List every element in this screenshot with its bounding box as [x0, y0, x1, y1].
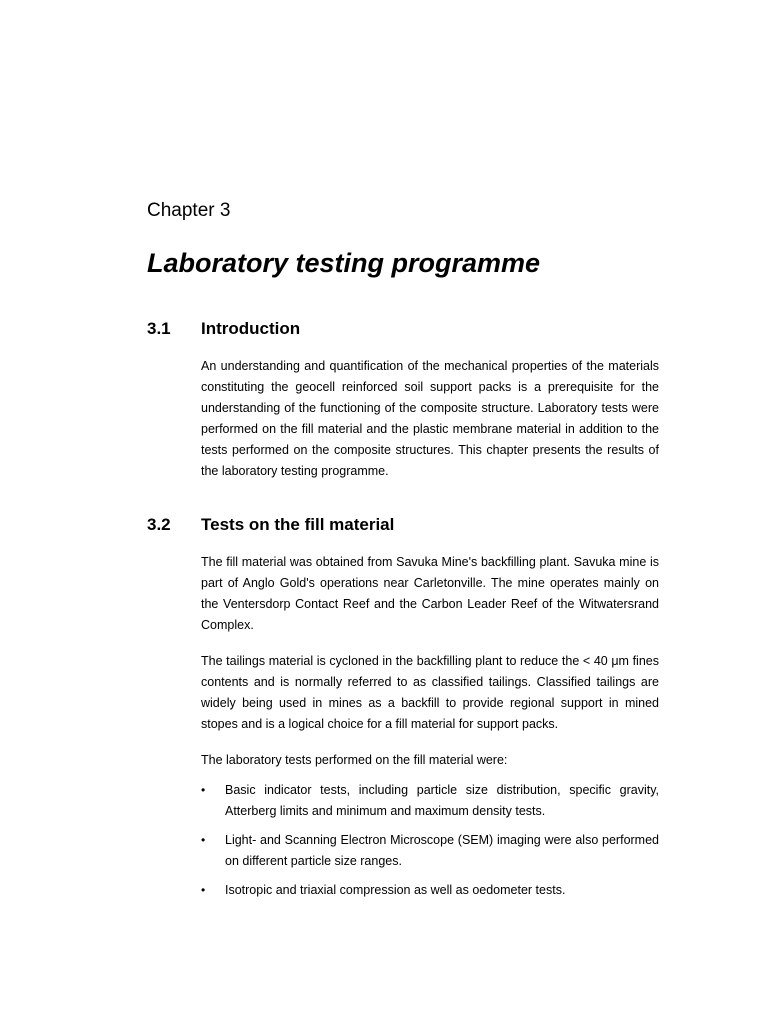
section-number: 3.1: [147, 319, 171, 338]
chapter-label: Chapter 3: [147, 200, 231, 221]
list-item-text: Isotropic and triaxial compression as well as oedometer tests.: [225, 883, 566, 897]
chapter-title: Laboratory testing programme: [147, 248, 541, 278]
fill-material-tests-list: [201, 780, 659, 909]
list-item-text: Light- and Scanning Electron Microscope (SEM) imaging were also performed on different particle size ranges.: [225, 833, 659, 868]
section-title: Introduction: [201, 319, 301, 338]
bullet-icon: •: [201, 783, 206, 797]
fill-material-paragraph-tailings: The tailings material is cycloned in the backfilling plant to reduce the < 40 μm fines contents and is normally referred to as classified tailings. Classified tailings are widely being used in mines as a backfill to provide regional support in mined stopes and is a logical choice for a fill material for support packs.: [201, 654, 659, 731]
section-number: 3.2: [147, 515, 171, 534]
bullet-icon: •: [201, 833, 206, 847]
list-item-text: Basic indicator tests, including particle size distribution, specific gravity, Atterberg limits and minimum and maximum density tests.: [225, 783, 659, 818]
fill-material-paragraph-source: The fill material was obtained from Savuka Mine's backfilling plant. Savuka mine is part of Anglo Gold's operations near Carletonville. The mine operates mainly on the Ventersdorp Contact Reef and the Carbon Leader Reef of the Witwatersrand Complex.: [201, 555, 659, 632]
fill-material-paragraph-tests-intro: The laboratory tests performed on the fill material were:: [201, 753, 508, 767]
section-heading-introduction: [147, 319, 300, 339]
list-item: [201, 780, 659, 822]
list-item: [201, 830, 659, 872]
introduction-paragraph: An understanding and quantification of the mechanical properties of the materials constituting the geocell reinforced soil support packs is a prerequisite for the understanding of the functioning of the composite structure. Laboratory tests were performed on the fill material and the plastic membrane material in addition to the tests performed on the composite structures. This chapter presents the results of the laboratory testing programme.: [201, 359, 659, 478]
list-item: [201, 880, 659, 901]
bullet-icon: •: [201, 883, 206, 897]
section-title: Tests on the fill material: [201, 515, 395, 534]
section-heading-fill-material: [147, 515, 394, 535]
